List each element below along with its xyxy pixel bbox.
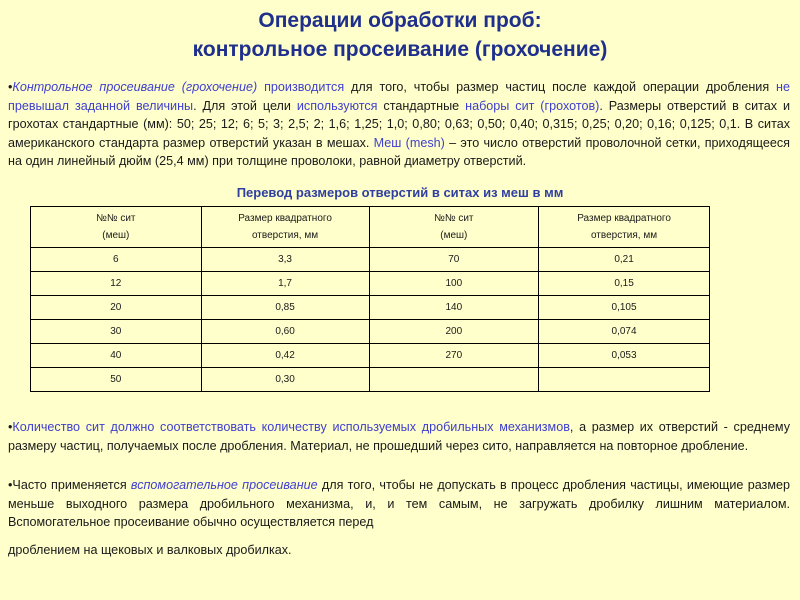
table-row [31,344,710,368]
table-cell: 0,85 [201,296,369,320]
title-line-2: контрольное просеивание (грохочение) [192,38,608,61]
table-cell: 0,074 [539,320,710,344]
bullet: • [8,420,13,434]
table-cell: 1,7 [201,272,369,296]
table-row [31,320,710,344]
highlight-used: используются [296,98,378,113]
text-fragment: , а размер их отверстий - среднему размеру частиц, получаемых после дробления. Материал, не прошедший через сито, направляется на повторное дробление. [8,420,790,453]
highlight-mesh: Меш (mesh) [373,135,445,150]
header-text: №№ сит [96,213,136,224]
table-cell: 0,053 [539,344,710,368]
table-row [31,368,710,392]
table-cell: 0,15 [539,272,710,296]
highlight-sieve-count: Количество сит должно соответствовать количеству используемых дробильных механизмов [12,420,570,434]
header-mesh-2 [369,207,539,248]
mesh-conversion-table [30,206,710,392]
table-cell: 3,3 [201,248,369,272]
header-text: №№ сит [434,213,474,224]
page-title [0,6,800,64]
table-caption: Перевод размеров отверстий в ситах из меш в мм [236,185,564,200]
header-text: (меш) [440,230,468,241]
table-row [31,248,710,272]
title-line-1: Операции обработки проб: [258,9,542,32]
text-fragment: для того, чтобы размер частиц после каждой операции дробления [344,80,777,94]
highlight-not-exceed: не превышал заданной величины [8,80,791,113]
table-cell [369,368,539,392]
highlight-sieve-sets: наборы сит (грохотов) [465,98,600,113]
header-mesh-1 [31,207,202,248]
header-text: Размер квадратного [238,213,332,224]
table-cell: 0,60 [201,320,369,344]
header-text: отверстия, мм [590,230,658,241]
header-size-2 [539,207,710,248]
text-fragment: . Размеры отверстий в ситах и грохотах стандартные (мм): 50; 25; 12; 6; 5; 3; 2,5; 2; 1,6; 1,25; 1,0; 0,80; 0,63; 0,50; 0,40; 0,315; 0,25; 0,20; 0,16; 0,125; 0,1. В ситах американского стандарта размер отверстий указан в мешах. [8,98,791,150]
paragraph-sieve-count [8,418,790,455]
table-cell: 50 [31,368,202,392]
table-cell: 20 [31,296,202,320]
text-fragment: для того, чтобы не допускать в процесс дробления частицы, имеющие размер меньше выходного размера дробильного механизма, и, и тем самым, не загружать дробилку лишним материалом. Вспомогательное просеивание обычно осуществляется перед [8,478,790,529]
text-fragment: – это число отверстий проволочной сетки, приходящееся на один линейный дюйм (25,4 мм) при толщине проволоки, равной диаметру отверстий. [8,135,790,168]
table-cell: 30 [31,320,202,344]
highlight-produced: производится [264,80,345,94]
table-cell: 0,30 [201,368,369,392]
table-cell [539,368,710,392]
table-cell: 100 [369,272,539,296]
paragraph-auxiliary-sieving [8,476,790,559]
paragraph-sieving-intro [8,78,790,171]
table-cell: 40 [31,344,202,368]
term-auxiliary-sieving: вспомогательное просеивание [130,478,318,492]
table-cell: 0,21 [539,248,710,272]
bullet: • [8,80,13,94]
table-cell: 6 [31,248,202,272]
table-header-row [31,207,710,248]
paragraph-last-line: дроблением на щековых и валковых дробилках. [8,542,292,557]
table-row [31,272,710,296]
table-cell: 0,42 [201,344,369,368]
table-cell: 270 [369,344,539,368]
header-text: Размер квадратного [577,213,671,224]
table-cell: 140 [369,296,539,320]
term-control-sieving: Контрольное просеивание (грохочение) [12,80,258,94]
table-cell: 200 [369,320,539,344]
header-text: отверстия, мм [251,230,319,241]
table-cell: 0,105 [539,296,710,320]
bullet: • [8,478,13,492]
table-cell: 70 [369,248,539,272]
header-text: (меш) [102,230,130,241]
header-size-1 [201,207,369,248]
text-fragment: стандартные [377,98,466,113]
text-fragment: Часто применяется [12,478,131,492]
text-fragment: . Для этой цели [193,98,297,113]
table-cell: 12 [31,272,202,296]
table-row [31,296,710,320]
